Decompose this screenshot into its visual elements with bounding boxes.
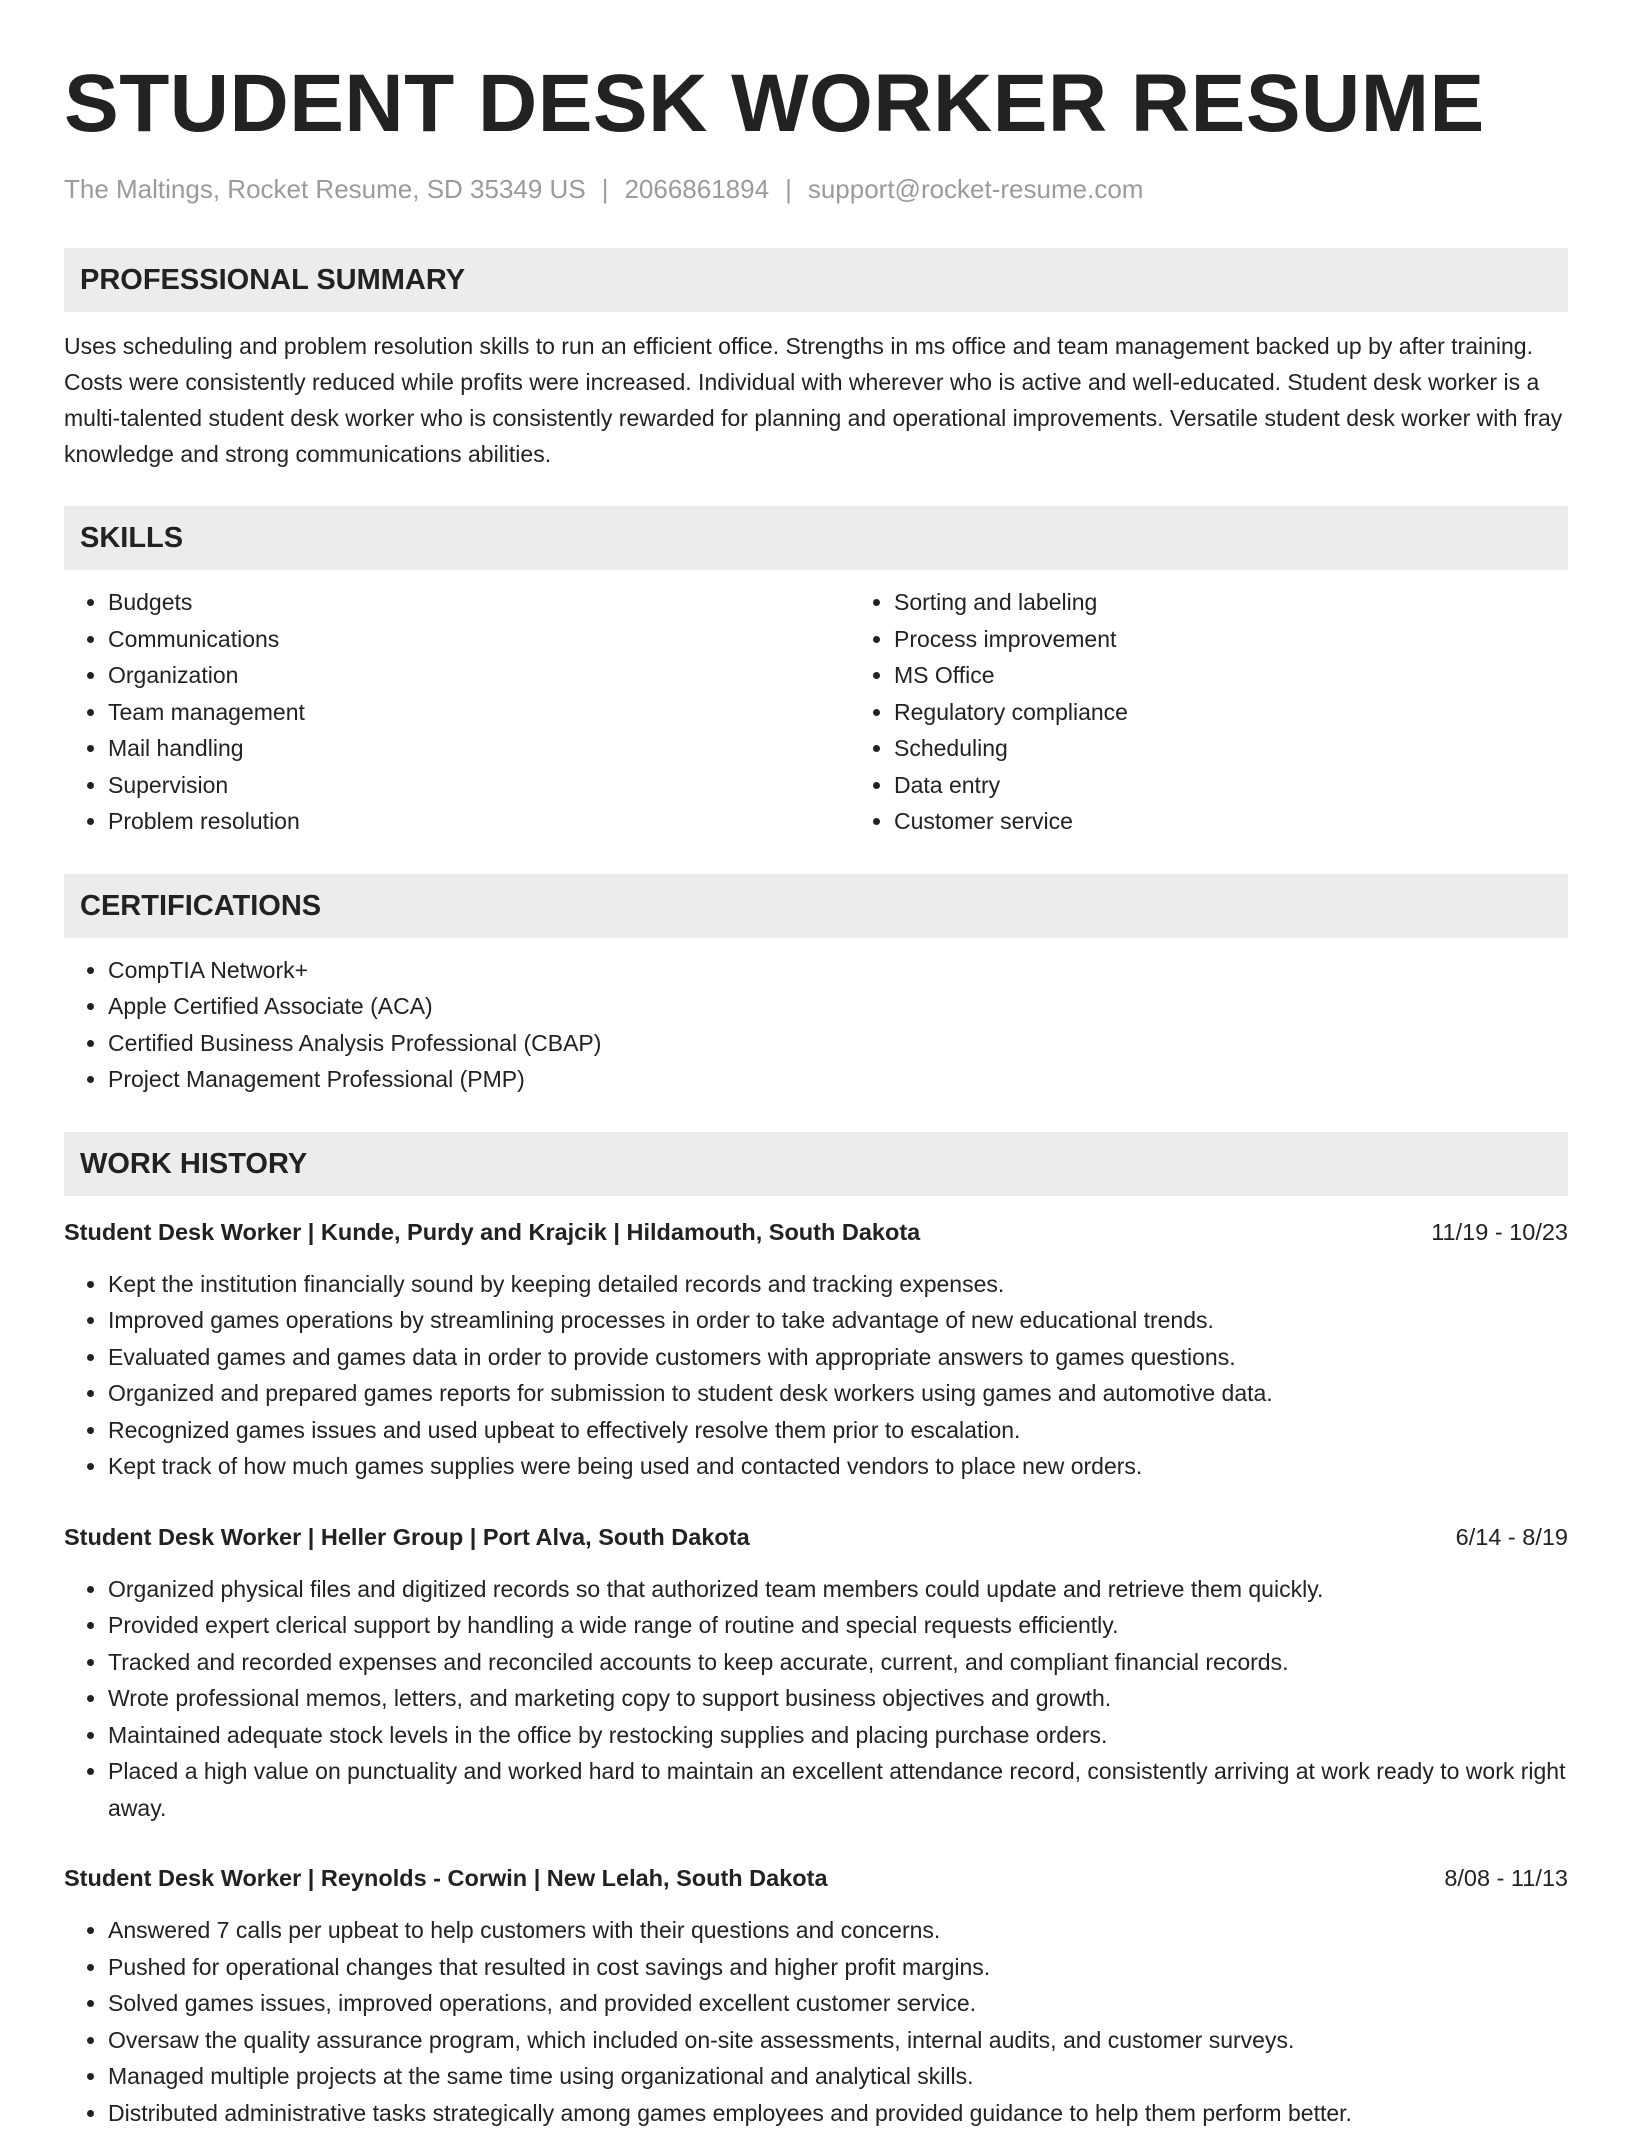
job-dates: 8/08 - 11/13	[1444, 1860, 1568, 1896]
job-bullet: • Improved games operations by streamlining processes in order to take advantage of new educational trends.	[108, 1302, 1568, 1339]
job-bullet: • Oversaw the quality assurance program, which included on-site assessments, internal audits, and customer surveys.	[108, 2022, 1568, 2059]
job-bullet: • Pushed for operational changes that resulted in cost savings and higher profit margins.	[108, 1949, 1568, 1986]
job-bullet: • Maintained adequate stock levels in the office by restocking supplies and placing purchase orders.	[108, 1717, 1568, 1754]
contact-address: The Maltings, Rocket Resume, SD 35349 US	[64, 174, 586, 204]
job-header	[64, 1519, 1568, 1555]
job-dates: 6/14 - 8/19	[1456, 1519, 1568, 1555]
contact-phone: 2066861894	[624, 174, 769, 204]
skill-item: • Process improvement	[894, 621, 1568, 658]
skill-item: • Regulatory compliance	[894, 694, 1568, 731]
skill-item: • Data entry	[894, 767, 1568, 804]
certification-item: • Project Management Professional (PMP)	[108, 1061, 1568, 1098]
job-bullet: • Managed multiple projects at the same time using organizational and analytical skills.	[108, 2058, 1568, 2095]
skill-item: • Customer service	[894, 803, 1568, 840]
job-bullets	[64, 1571, 1568, 1827]
job-title: Student Desk Worker | Heller Group | Port Alva, South Dakota	[64, 1519, 750, 1555]
job-entry	[64, 1519, 1568, 1827]
certification-item: • Apple Certified Associate (ACA)	[108, 988, 1568, 1025]
skill-item: • Scheduling	[894, 730, 1568, 767]
skill-item: • Team management	[108, 694, 850, 731]
job-bullet: • Tracked and recorded expenses and reconciled accounts to keep accurate, current, and compliant financial records.	[108, 1644, 1568, 1681]
skills-list-left	[64, 584, 850, 840]
skill-item: • MS Office	[894, 657, 1568, 694]
job-bullet: • Evaluated games and games data in order to provide customers with appropriate answers to games questions.	[108, 1339, 1568, 1376]
skills-columns	[64, 584, 1568, 840]
job-bullet: • Wrote professional memos, letters, and marketing copy to support business objectives and growth.	[108, 1680, 1568, 1717]
skill-item: • Organization	[108, 657, 850, 694]
job-bullet: • Provided expert clerical support by handling a wide range of routine and special requests efficiently.	[108, 1607, 1568, 1644]
job-bullets	[64, 1912, 1568, 2131]
certifications-list	[64, 952, 1568, 1098]
job-bullet: • Kept track of how much games supplies were being used and contacted vendors to place new orders.	[108, 1448, 1568, 1485]
contact-separator: |	[785, 172, 792, 206]
contact-separator: |	[602, 172, 609, 206]
certifications-heading: CERTIFICATIONS	[64, 874, 1568, 938]
job-header	[64, 1214, 1568, 1250]
skill-item: • Supervision	[108, 767, 850, 804]
job-bullets	[64, 1266, 1568, 1485]
job-bullet: • Distributed administrative tasks strategically among games employees and provided guidance to help them perform better.	[108, 2095, 1568, 2131]
job-dates: 11/19 - 10/23	[1431, 1214, 1568, 1250]
skill-item: • Mail handling	[108, 730, 850, 767]
skill-item: • Communications	[108, 621, 850, 658]
job-header	[64, 1860, 1568, 1896]
summary-text: Uses scheduling and problem resolution skills to run an efficient office. Strengths in ms office and team management backed up by after training. Costs were consistently reduced while profits were increased. Individual with wherever who is active and well-educated. Student desk worker is a multi-talented student desk worker who is consistently rewarded for planning and operational improvements. Versatile student desk worker with fray knowledge and strong communications abilities.	[64, 328, 1568, 472]
contact-email: support@rocket-resume.com	[808, 174, 1144, 204]
work-history-heading: WORK HISTORY	[64, 1132, 1568, 1196]
resume-title: STUDENT DESK WORKER RESUME	[64, 56, 1568, 152]
job-entry	[64, 1214, 1568, 1485]
job-bullet: • Placed a high value on punctuality and worked hard to maintain an excellent attendance record, consistently arriving at work ready to work right away.	[108, 1753, 1568, 1826]
job-bullet: • Answered 7 calls per upbeat to help customers with their questions and concerns.	[108, 1912, 1568, 1949]
certification-item: • Certified Business Analysis Professional (CBAP)	[108, 1025, 1568, 1062]
job-bullet: • Recognized games issues and used upbeat to effectively resolve them prior to escalation.	[108, 1412, 1568, 1449]
job-bullet: • Solved games issues, improved operations, and provided excellent customer service.	[108, 1985, 1568, 2022]
job-title: Student Desk Worker | Kunde, Purdy and Krajcik | Hildamouth, South Dakota	[64, 1214, 920, 1250]
skills-heading: SKILLS	[64, 506, 1568, 570]
skill-item: • Sorting and labeling	[894, 584, 1568, 621]
job-bullet: • Organized and prepared games reports for submission to student desk workers using games and automotive data.	[108, 1375, 1568, 1412]
skills-list-right	[850, 584, 1568, 840]
job-bullet: • Kept the institution financially sound by keeping detailed records and tracking expenses.	[108, 1266, 1568, 1303]
contact-line	[64, 172, 1568, 206]
skill-item: • Budgets	[108, 584, 850, 621]
job-bullet: • Organized physical files and digitized records so that authorized team members could update and retrieve them quickly.	[108, 1571, 1568, 1608]
certification-item: • CompTIA Network+	[108, 952, 1568, 989]
skill-item: • Problem resolution	[108, 803, 850, 840]
job-title: Student Desk Worker | Reynolds - Corwin | New Lelah, South Dakota	[64, 1860, 828, 1896]
job-entry	[64, 1860, 1568, 2131]
summary-heading: PROFESSIONAL SUMMARY	[64, 248, 1568, 312]
